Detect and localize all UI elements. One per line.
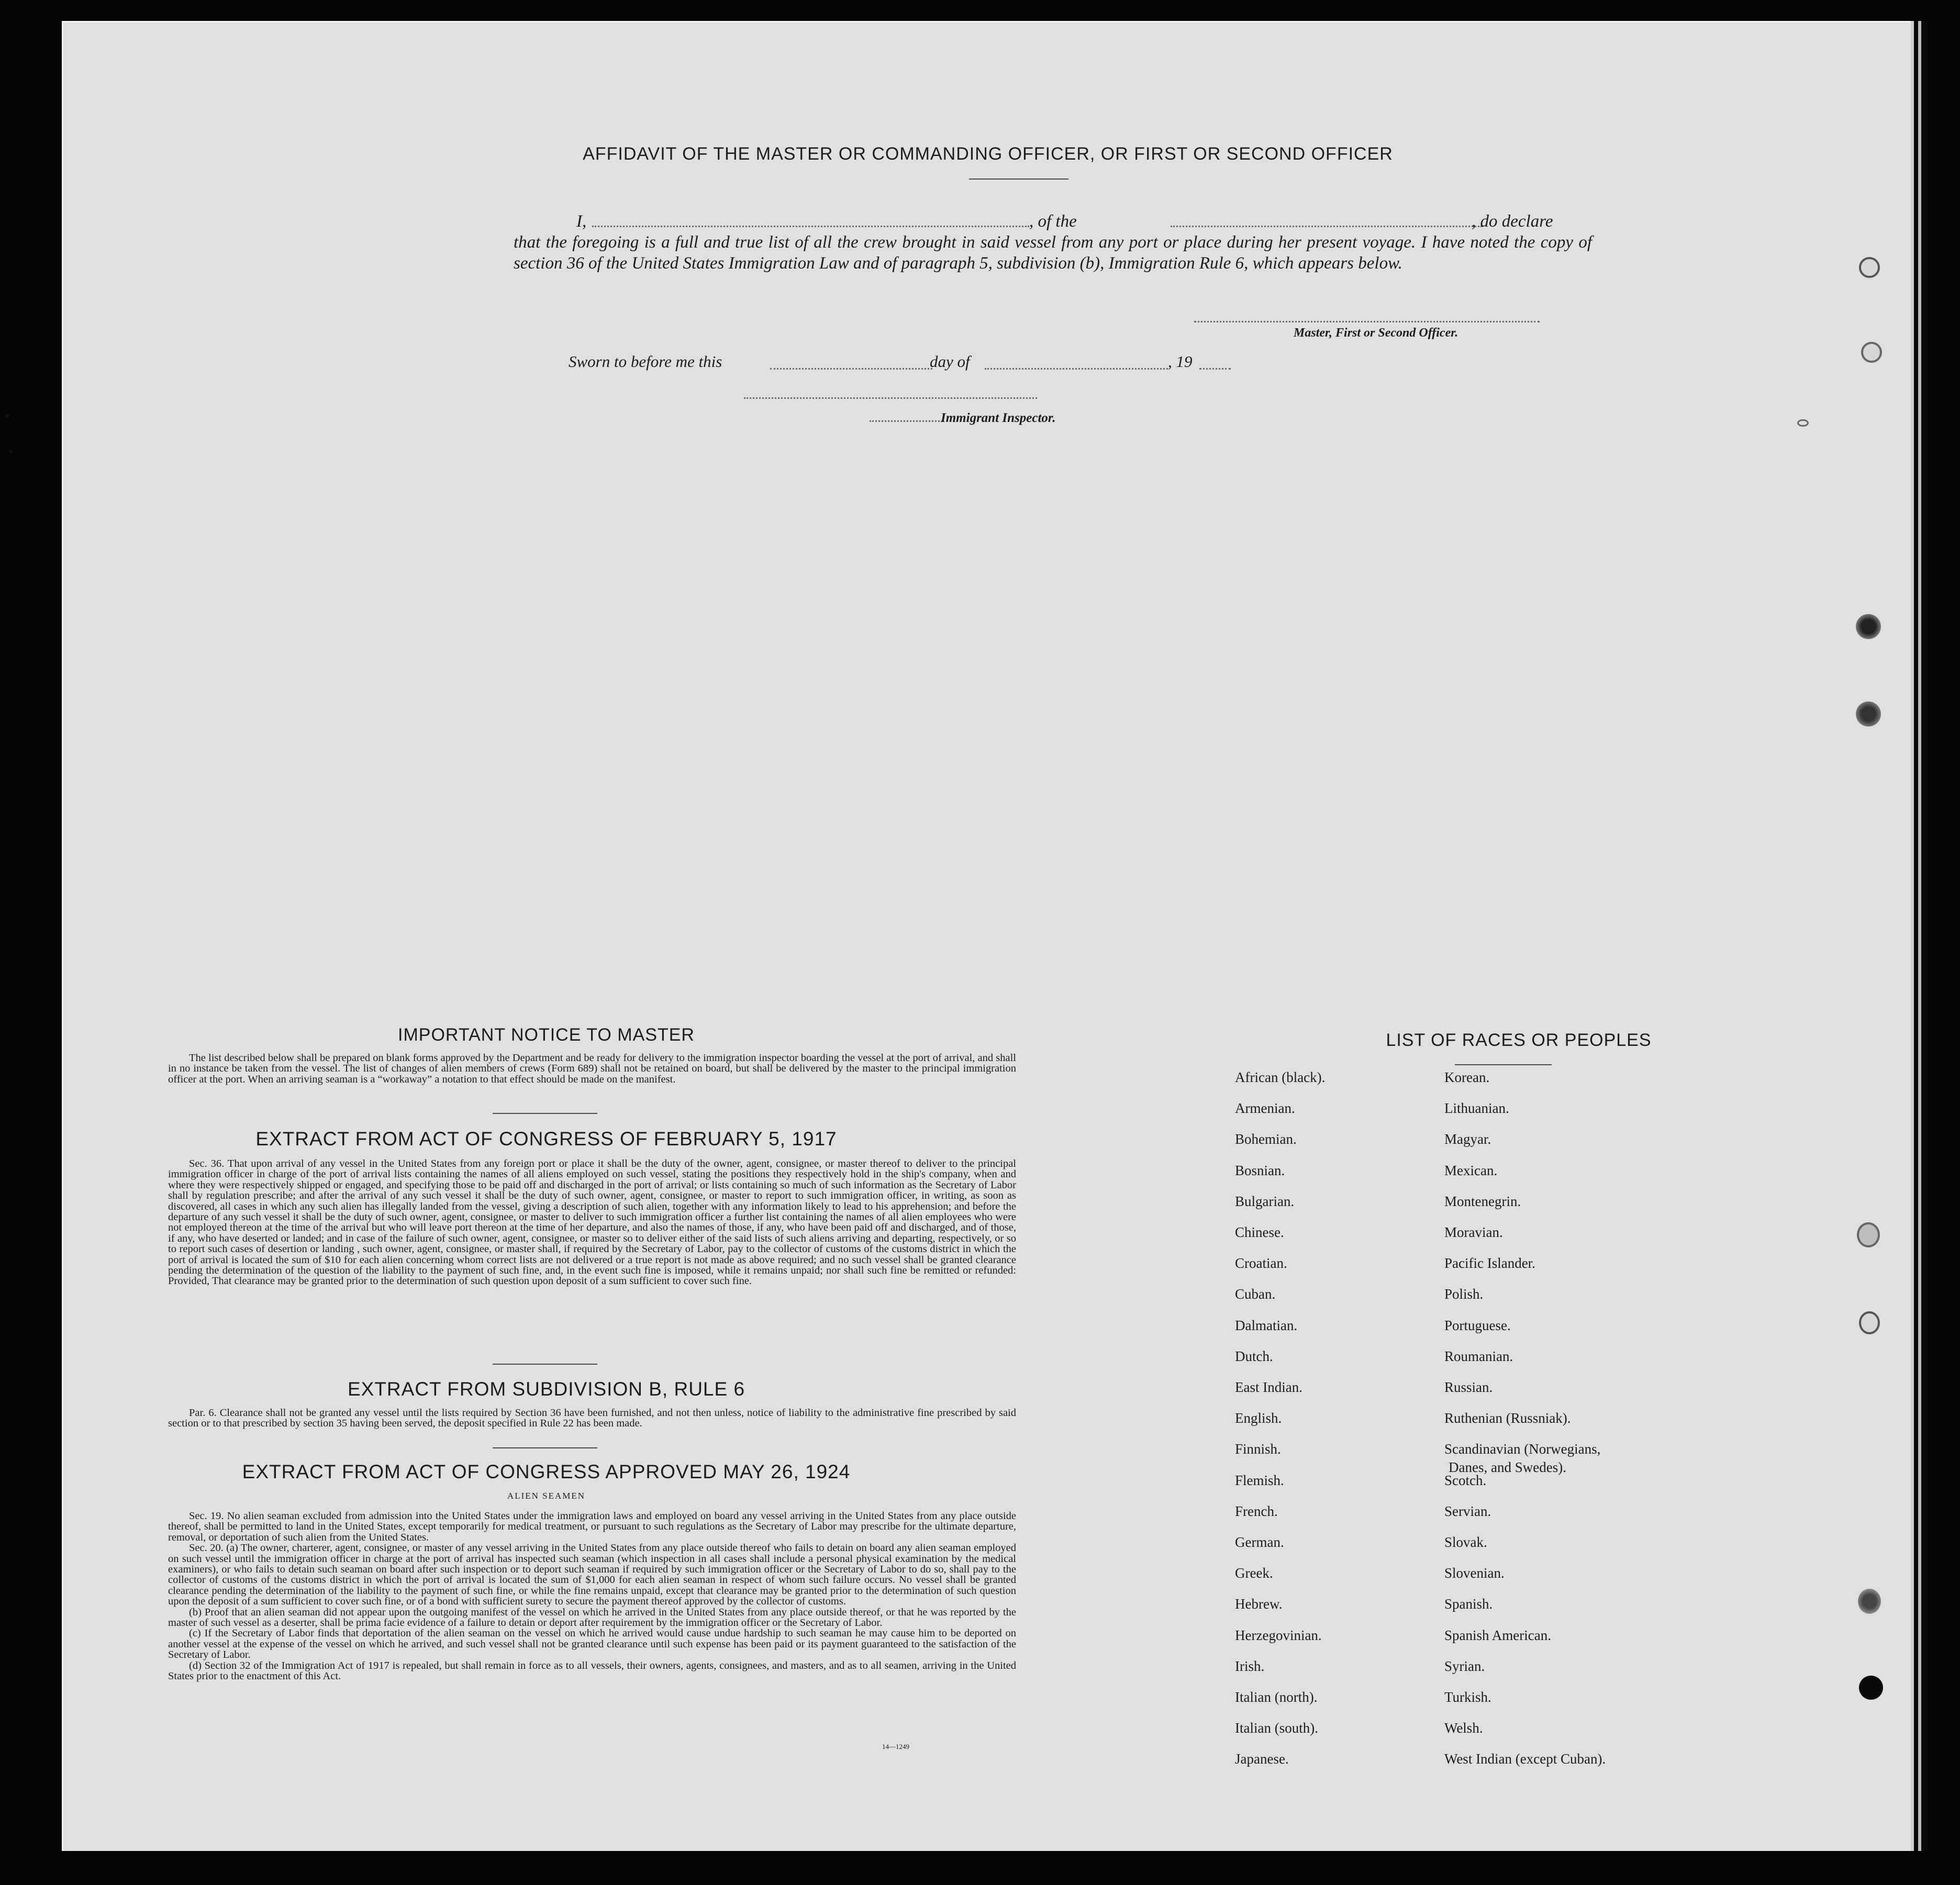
binder-hole [1858, 1589, 1881, 1614]
race-item: Lithuanian. [1444, 1100, 1509, 1117]
race-item: West Indian (except Cuban). [1444, 1751, 1606, 1767]
race-item: Bosnian. [1235, 1162, 1285, 1178]
notice-paragraph: The list described below shall be prepared on blank forms approved by the Department and be ready for delivery to the immigration inspector boarding the vessel at the port of arrival, and shall in no instance be taken from the vessel. The list of changes of alien members of crews (Form 689) shall not be retained on board, but shall be delivered by the master to the principal immigration officer at the port. When an arriving seaman is a “workaway” a notation to that effect should be made on the manifest. [168, 1052, 1016, 1085]
sworn-day-blank[interactable] [770, 368, 932, 370]
race-item: Mexican. [1444, 1162, 1498, 1178]
title-divider [969, 179, 1068, 180]
race-item: Armenian. [1235, 1100, 1295, 1117]
race-item: Polish. [1444, 1286, 1484, 1302]
race-item: English. [1235, 1410, 1282, 1426]
binder-hole [1859, 1676, 1883, 1700]
sec-19-paragraph: Sec. 19. No alien seaman excluded from admission into the United States under the immigration laws and employed on board any vessel arriving in the United States from any place outside thereof, shall be permitted to land in the United States, except temporarily for medical treatment, or pursuant to such regulations as the Secretary of Labor may prescribe for the ultimate departure, removal, or deportation of such alien from the United States. [168, 1510, 1016, 1543]
race-item: Croatian. [1235, 1255, 1287, 1271]
paper-mark [1797, 419, 1809, 427]
binder-hole [1857, 1222, 1880, 1247]
page-edge-shadow [1920, 31, 1923, 1837]
par-6-paragraph: Par. 6. Clearance shall not be granted any vessel until the lists required by Section 36 have been furnished, and not then unless, notice of liability to the administrative fine prescribed by said section or to that prescribed by section 35 having been served, the deposit specified in Rule 22 has been made. [168, 1407, 1016, 1430]
affidavit-declaration-line [514, 211, 1592, 232]
race-item: Greek. [1235, 1565, 1273, 1581]
master-signature-line[interactable] [1194, 321, 1540, 322]
section-divider [493, 1113, 597, 1114]
race-item: Dutch. [1235, 1348, 1273, 1364]
race-item: Scandinavian (Norwegians, [1444, 1441, 1601, 1457]
document-page [62, 21, 1911, 1851]
race-item: Ruthenian (Russniak). [1444, 1410, 1571, 1426]
race-item: Slovak. [1444, 1534, 1487, 1550]
race-item: Scotch. [1444, 1472, 1487, 1488]
sworn-year-blank[interactable] [1199, 368, 1231, 370]
affidavit-statement-block [514, 211, 1592, 274]
sec-20c-paragraph: (c) If the Secretary of Labor finds that deportation of the alien seaman on the vessel on which he arrived would cause undue hardship to such seaman he may cause him to be deported on another vessel at the expense of the vessel on which he arrived, and such vessel shall not be granted clearance until such expense has been paid or its payment guaranteed to the satisfaction of the Secretary of Labor. [168, 1627, 1016, 1661]
race-item: Russian. [1444, 1379, 1493, 1395]
binder-hole [1859, 1311, 1880, 1334]
race-item: Bohemian. [1235, 1131, 1297, 1147]
race-item: Portuguese. [1444, 1317, 1511, 1333]
scan-speck [5, 414, 9, 418]
race-item: Syrian. [1444, 1658, 1485, 1674]
race-item: Italian (south). [1235, 1720, 1318, 1736]
extract-1917-body [168, 1158, 1016, 1287]
extract-1924-body [168, 1511, 1016, 1682]
race-item: Korean. [1444, 1069, 1490, 1085]
alien-seamen-subtitle: ALIEN SEAMEN [507, 1491, 586, 1501]
sworn-day-of-label: day of [930, 352, 970, 371]
binder-hole [1859, 257, 1880, 278]
binder-hole [1861, 342, 1882, 363]
race-item: Pacific Islander. [1444, 1255, 1535, 1271]
sworn-label: Sworn to before me this [569, 352, 722, 371]
races-title: LIST OF RACES OR PEOPLES [1386, 1030, 1652, 1050]
notice-body [168, 1053, 1016, 1085]
race-item: Flemish. [1235, 1472, 1284, 1488]
race-item: French. [1235, 1503, 1278, 1519]
races-divider [1455, 1064, 1552, 1065]
sec-20d-paragraph: (d) Section 32 of the Immigration Act of 1917 is repealed, but shall remain in force as to all vessels, their owners, agents, consignees, and masters, and as to all seamen, arriving in the United States prior to the enactment of this Act. [168, 1659, 1016, 1682]
master-signature-label: Master, First or Second Officer. [1294, 326, 1458, 340]
race-item: Magyar. [1444, 1131, 1491, 1147]
race-item: Spanish. [1444, 1596, 1493, 1612]
race-item: African (black). [1235, 1069, 1326, 1085]
declare-label: , do declare [1472, 212, 1553, 231]
race-item: Finnish. [1235, 1441, 1281, 1457]
race-item: Montenegrin. [1444, 1193, 1521, 1209]
extract-rule6-body [168, 1408, 1016, 1429]
affidavit-statement: that the foregoing is a full and true list of all the crew brought in said vessel from any port or place during her present voyage. I have noted the copy of section 36 of the United States Immigration Law and of paragraph 5, subdivision (b), Immigration Rule 6, which appears below. [514, 233, 1592, 273]
of-the-label: , of the [1029, 212, 1077, 231]
binder-hole [1856, 701, 1881, 727]
section-divider [493, 1364, 597, 1365]
race-item: German. [1235, 1534, 1284, 1550]
sec-20b-paragraph: (b) Proof that an alien seaman did not appear upon the outgoing manifest of the vessel on which he arrived in the United States from any place outside thereof, or that he was reported by the master of such vessel as a deserter, shall be prima facie evidence of a failure to detain or deport after requirement by the immigration officer or the Secretary of Labor. [168, 1606, 1016, 1629]
race-item: Bulgarian. [1235, 1193, 1295, 1209]
sworn-month-blank[interactable] [985, 368, 1168, 370]
affidavit-i-label: I, [576, 212, 587, 231]
race-item: Moravian. [1444, 1224, 1503, 1240]
scan-speck [9, 450, 13, 453]
race-item: Chinese. [1235, 1224, 1284, 1240]
race-item: Spanish American. [1444, 1627, 1551, 1643]
race-item: Slovenian. [1444, 1565, 1505, 1581]
race-item: Dalmatian. [1235, 1317, 1298, 1333]
race-item: Servian. [1444, 1503, 1491, 1519]
race-item: Hebrew. [1235, 1596, 1283, 1612]
race-item: Turkish. [1444, 1689, 1491, 1705]
form-number: 14—1249 [882, 1743, 909, 1750]
race-item: Roumanian. [1444, 1348, 1513, 1364]
race-item: Cuban. [1235, 1286, 1276, 1302]
race-item: Italian (north). [1235, 1689, 1318, 1705]
section-divider [493, 1447, 597, 1448]
binder-hole [1856, 614, 1881, 639]
race-item: East Indian. [1235, 1379, 1302, 1395]
race-item: Japanese. [1235, 1751, 1289, 1767]
extract-1917-title: EXTRACT FROM ACT OF CONGRESS OF FEBRUARY 5, 1917 [255, 1128, 837, 1150]
inspector-label: Immigrant Inspector. [941, 411, 1056, 425]
section-36-paragraph: Sec. 36. That upon arrival of any vessel in the United States from any foreign port or place it shall be the duty of the owner, agent, consignee, or master thereof to deliver to the principal immigration officer in charge of the port of arrival lists containing the names of all aliens employed on such vessel, stating the positions they respectively hold in the ship's company, when and where they were respectively shipped or engaged, and specifying those to be paid off and discharged in the port of arrival; or lists containing so much of such information as the Secretary of Labor shall by regulation prescribe; and after the arrival of any such vessel it shall be the duty of such owner, agent, consignee, or master to report to such immigration officer, in writing, as soon as discovered, all cases in which any such alien has illegally landed from the vessel, giving a description of such alien, together with any information likely to lead to his apprehension; and before the departure of any such vessel it shall be the duty of such owner, agent, consignee, or master to deliver to such immigration officer a further list containing the names of all alien employees who were not employed thereon at the time of the arrival but who will leave port thereon at the time of her departure, and also the names of those, if any, who have been paid off and discharged, and of those, if any, who have deserted or landed; and in case of the failure of such owner, agent, consignee, or master so to deliver either of the said lists of such aliens arriving and departing, respectively, or so to report such cases of desertion or landing , such owner, agent, consignee, or master shall, if required by the Secretary of Labor, pay to the collector of customs of the customs district in which the port of arrival is located the sum of $10 for each alien concerning whom correct lists are not delivered or a true report is not made as above required; and no such vessel shall be granted clearance pending the determination of the question of the liability to the payment of such fine, and, in the event such fine is imposed, while it remains unpaid; nor shall such fine be remitted or refunded: Provided, That clearance may be granted prior to the determination of such question upon deposit of a sum sufficient to cover such fine. [168, 1158, 1016, 1287]
extract-rule6-title: EXTRACT FROM SUBDIVISION B, RULE 6 [347, 1378, 745, 1400]
race-item: Welsh. [1444, 1720, 1483, 1736]
race-item: Irish. [1235, 1658, 1265, 1674]
sworn-year-label: , 19 [1168, 352, 1193, 371]
extract-1924-title: EXTRACT FROM ACT OF CONGRESS APPROVED MAY 26, 1924 [242, 1461, 851, 1482]
vessel-blank[interactable] [1171, 226, 1482, 227]
race-wrap: Danes, and Swedes). [1449, 1459, 1566, 1475]
inspector-signature-line[interactable] [744, 397, 1037, 399]
race-item: Herzegovinian. [1235, 1627, 1322, 1643]
affidavit-title: AFFIDAVIT OF THE MASTER OR COMMANDING OFFICER, OR FIRST OR SECOND OFFICER [583, 144, 1393, 164]
sec-20a-paragraph: Sec. 20. (a) The owner, charterer, agent, consignee, or master of any vessel arriving in the United States from any place outside thereof who fails to detain on board any alien seaman employed on such vessel until the immigration officer in charge at the port of arrival has inspected such seaman (which inspection in all cases shall include a personal physical examination by the medical examiners), or who fails to detain such seaman on board after such inspection or to deport such seaman if required by such immigration officer or the Secretary of Labor to do so, shall pay to the collector of customs of the customs district in which the port of arrival is located the sum of $1,000 for each alien seaman in respect of whom such failure occurs. No vessel shall be granted clearance pending the determination of the liability to the payment of such fine, or while the fine remains unpaid, except that clearance may be granted prior to the determination of such question upon the deposit of a sum sufficient to cover such fine, or of a bond with sufficient surety to secure the payment thereof approved by the collector of customs. [168, 1542, 1016, 1608]
notice-title: IMPORTANT NOTICE TO MASTER [398, 1025, 695, 1045]
page-edge [1911, 21, 1917, 1848]
name-blank[interactable] [592, 226, 1029, 227]
inspector-signature-line-short[interactable] [870, 420, 943, 422]
